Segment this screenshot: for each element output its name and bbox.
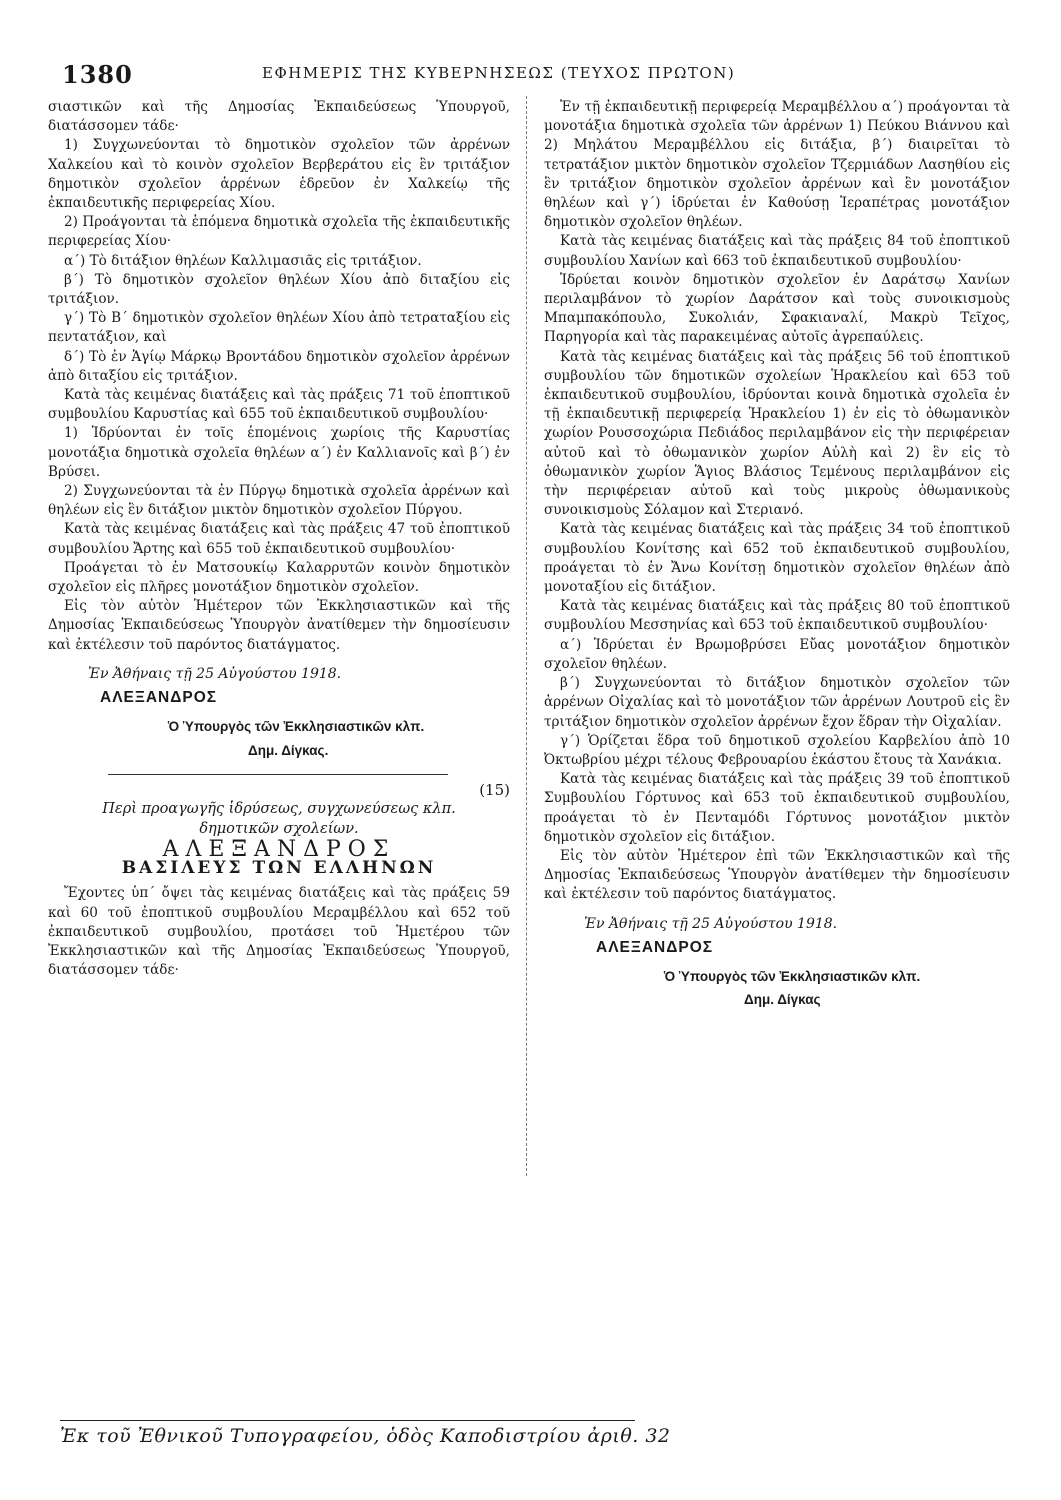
page-number: 1380 [62,60,133,89]
paragraph: α΄) Ἱδρύεται ἐν Βρωμοβρύσει Εὔας μονοτάξιον δημοτικὸν σχολεῖον θηλέων. [544,636,1010,672]
paragraph: Ἐν τῇ ἐκπαιδευτικῇ περιφερείᾳ Μεραμβέλλου α΄) προάγονται τὰ μονοτάξια δημοτικὰ σχολεῖα τῶν ἀρρένων 1) Πεύκου Βιάννου καὶ 2) Μηλάτου Μεραμβέλλου εἰς διτάξια, β΄) διαιρεῖται τὸ τετρατάξιον μικτὸν δημοτικὸν σχολεῖον Τζερμιάδων Λασηθίου εἰς ἓν τριτάξιον δημοτικὸν σχολεῖον ἀρρένων καὶ ἓν μονοτάξιον θηλέων καὶ γ΄) ἱδρύεται ἐν Καθούσῃ Ἱεραπέτρας μονοτάξιον δημοτικὸν σχολεῖον θηλέων. [544,99,1010,231]
paragraph: 1) Συγχωνεύονται τὸ δημοτικὸν σχολεῖον τῶν ἀρρένων Χαλκείου καὶ τὸ κοινὸν σχολεῖον Βερβεράτου εἰς ἓν τριτάξιον δημοτικὸν σχολεῖον ἀρρένων ἑδρεῦον ἐν Χαλκείῳ τῆς ἐκπαιδευτικῆς περιφερείας Χίου. [48,137,510,212]
paragraph: Κατὰ τὰς κειμένας διατάξεις καὶ τὰς πράξεις 71 τοῦ ἐποπτικοῦ συμβουλίου Καρυστίας καὶ 655 τοῦ ἐκπαιδευτικοῦ συμβουλίου· [48,387,510,423]
paragraph: Κατὰ τὰς κειμένας διατάξεις καὶ τὰς πράξεις 47 τοῦ ἐποπτικοῦ συμβουλίου Ἄρτης καὶ 655 τοῦ ἐκπαιδευτικοῦ συμβουλίου· [48,521,510,557]
decree-king-title: ΒΑΣΙΛΕΥΣ ΤΩΝ ΕΛΛΗΝΩΝ [121,858,437,879]
gazette-title: ΕΦΗΜΕΡΙΣ ΤΗΣ ΚΥΒΕΡΝΗΣΕΩΣ (ΤΕΥΧΟΣ ΠΡΩΤΟΝ) [262,64,736,82]
page-header [62,60,962,90]
paragraph: γ΄) Τὸ Β΄ δημοτικὸν σχολεῖον θηλέων Χίου ἀπὸ τετραταξίου εἰς πεντατάξιον, καὶ [48,310,510,346]
paragraph: 2) Συγχωνεύονται τὰ ἐν Πύργῳ δημοτικὰ σχολεῖα ἀρρένων καὶ θηλέων εἰς ἓν διτάξιον μικτὸν δημοτικὸν σχολεῖον Πύργου. [48,483,510,519]
paragraph: 1) Ἱδρύονται ἐν τοῖς ἑπομένοις χωρίοις τῆς Καρυστίας μονοτάξια δημοτικὰ σχολεῖα θηλέων α΄) ἐν Καλλιανοῖς καὶ β΄) ἐν Βρύσει. [48,425,510,480]
paragraph: Κατὰ τὰς κειμένας διατάξεις καὶ τὰς πράξεις 80 τοῦ ἐποπτικοῦ συμβουλίου Μεσσηνίας καὶ 653 τοῦ ἐκπαιδευτικοῦ συμβουλίου· [544,598,1010,634]
minister-name: Δημ. Δίγκας. [248,742,329,758]
paragraph: α΄) Τὸ διτάξιον θηλέων Καλλιμασιᾶς εἰς τριτάξιον. [64,252,422,269]
paragraph: σιαστικῶν καὶ τῆς Δημοσίας Ἐκπαιδεύσεως Ὑπουργοῦ, διατάσσομεν τάδε· [48,99,510,135]
minister-title: Ὁ Ὑπουργὸς τῶν Ἐκκλησιαστικῶν κλπ. [168,719,425,735]
paragraph: Προάγεται τὸ ἐν Ματσουκίῳ Καλαρρυτῶν κοινὸν δημοτικὸν σχολεῖον εἰς πλῆρες μονοτάξιον δημοτικὸν σχολεῖον. [48,559,510,596]
decree-number: (15) [479,780,510,799]
paragraph: Κατὰ τὰς κειμένας διατάξεις καὶ τὰς πράξεις 56 τοῦ ἐποπτικοῦ συμβουλίου τῶν δημοτικῶν σχολείων Ἡρακλείου καὶ 653 τοῦ ἐκπαιδευτικοῦ συμβουλίου, ἱδρύονται κοινὰ δημοτικὰ σχολεῖα ἐν τῇ ἐκπαιδευτικῇ περιφερείᾳ Ἡρακλείου 1) ἐν εἰς τὸ ὀθωμανικὸν χωρίον Ρουσσοχώρια Πεδιάδος περιλαμβάνον εἰς τὴν περιφέρειαν αὐτοῦ καὶ τὸ ὀθωμανικὸν χωρίον Αὐλὴ καὶ 2) ἓν εἰς τὸ ὀθωμανικὸν χωρίον Ἅγιος Βλάσιος Τεμένους περιλαμβάνον εἰς τὴν περιφέρειαν αὐτοῦ καὶ τοὺς μικροὺς ὀθωμανικοὺς συνοικισμοὺς Σόλαμον καὶ Στεριανό. [544,348,1010,519]
paragraph: Κατὰ τὰς κειμένας διατάξεις καὶ τὰς πράξεις 39 τοῦ ἐποπτικοῦ Συμβουλίου Γόρτυνος καὶ 653 τοῦ ἐκπαιδευτικοῦ συμβουλίου, προάγεται τὸ ἐν Πενταμόδι Γόρτυνος μονοτάξιον μικτὸν δημοτικὸν σχολεῖον εἰς διτάξιον. [544,771,1010,845]
paragraph: δ΄) Τὸ ἐν Ἁγίῳ Μάρκῳ Βροντάδου δημοτικὸν σχολεῖον ἀρρένων ἀπὸ διταξίου εἰς τριτάξιον. [48,348,510,384]
paragraph: β΄) Συγχωνεύονται τὸ διτάξιον δημοτικὸν σχολεῖον τῶν ἀρρένων Οἰχαλίας καὶ τὸ μονοτάξιον τῶν ἀρρένων Λουτροῦ εἰς ἓν τριτάξιον δημοτικὸν σχολεῖον ἀρρένων ἔχον ἕδραν τὴν Οἰχαλίαν. [544,675,1010,730]
decree-king: ΑΛΕΞΑΝΔΡΟΣ [162,836,396,862]
decree-title: Περὶ προαγωγῆς ἱδρύσεως, συγχωνεύσεως κλπ. [102,800,456,817]
paragraph: Εἰς τὸν αὐτὸν Ἡμέτερον τῶν Ἐκκλησιαστικῶν καὶ τῆς Δημοσίας Ἐκπαιδεύσεως Ὑπουργὸν ἀνατίθεμεν τὴν δημοσίευσιν καὶ ἐκτέλεσιν τοῦ παρόντος διατάγματος. [48,598,510,653]
decree-preamble: Ἔχοντες ὑπ΄ ὄψει τὰς κειμένας διατάξεις καὶ τὰς πράξεις 59 καὶ 60 τοῦ ἐποπτικοῦ συμβουλίου Μεραμβέλλου καὶ 652 τοῦ ἐκπαιδευτικοῦ συμβουλίου, προτάσει τοῦ Ἡμετέρου τῶν Ἐκκλησιαστικῶν καὶ τῆς Δημοσίας Ἐκπαιδεύσεως Ὑπουργοῦ, διατάσσομεν τάδε· [48,885,510,979]
paragraph: Εἰς τὸν αὐτὸν Ἡμέτερον ἐπὶ τῶν Ἐκκλησιαστικῶν καὶ τῆς Δημοσίας Ἐκπαιδεύσεως Ὑπουργὸν ἀνατίθεμεν τὴν δημοσίευσιν καὶ ἐκτέλεσιν τοῦ παρόντος διατάγματος. [544,847,1010,903]
paragraph: β΄) Τὸ δημοτικὸν σχολεῖον θηλέων Χίου ἀπὸ διταξίου εἰς τριτάξιον. [48,271,510,308]
king-signature: ΑΛΕΞΑΝΔΡΟΣ [100,689,218,707]
paragraph: Κατὰ τὰς κειμένας διατάξεις καὶ τὰς πράξεις 34 τοῦ ἐποπτικοῦ συμβουλίου Κονίτσης καὶ 652 τοῦ ἐκπαιδευτικοῦ συμβουλίου, προάγεται τὸ ἐν Ἄνω Κονίτσῃ δημοτικὸν σχολεῖον θηλέων ἀπὸ μονοταξίου εἰς διτάξιον. [544,521,1010,596]
minister-name: Δημ. Δίγκας [744,992,821,1008]
place-date: Ἐν Ἀθήναις τῇ 25 Αὐγούστου 1918. [584,915,838,932]
footer-rule [60,1420,635,1421]
paragraph: γ΄) Ὁρίζεται ἕδρα τοῦ δημοτικοῦ σχολείου Καρβελίου ἀπὸ 10 Ὀκτωβρίου μέχρι τέλους Φεβρουαρίου ἑκάστου ἔτους τὰ Χανάκια. [544,732,1010,768]
minister-title: Ὁ Ὑπουργὸς τῶν Ἐκκλησιαστικῶν κλπ. [664,968,921,984]
right-column [544,98,1010,1009]
place-date: Ἐν Ἀθήναις τῇ 25 Αὐγούστου 1918. [88,665,342,682]
paragraph: 2) Προάγονται τὰ ἑπόμενα δημοτικὰ σχολεῖα τῆς ἐκπαιδευτικῆς περιφερείας Χίου· [48,214,510,250]
paragraph: Κατὰ τὰς κειμένας διατάξεις καὶ τὰς πράξεις 84 τοῦ ἐποπτικοῦ συμβουλίου Χανίων καὶ 663 τοῦ ἐκπαιδευτικοῦ συμβουλίου· [544,233,1010,269]
printer-imprint: Ἐκ τοῦ Ἐθνικοῦ Τυπογραφείου, ὁδὸς Καποδιστρίου ἀριθ. 32 [60,1425,671,1447]
section-divider [108,774,448,775]
king-signature: ΑΛΕΞΑΝΔΡΟΣ [596,938,714,956]
column-divider [526,96,527,1176]
decree-title-cont: δημοτικῶν σχολείων. [199,820,359,837]
paragraph: Ἱδρύεται κοινὸν δημοτικὸν σχολεῖον ἐν Δαράτσῳ Χανίων περιλαμβάνον τὸ χωρίον Δαράτσον καὶ τοὺς συνοικισμοὺς Μπαμπακόπουλο, Συκολιάν, Σφακιαναλί, Μακρὺ Τεῖχος, Παρηγορία καὶ τὰς παρακειμένας αὐτοῖς ἀγρεπαύλεις. [544,271,1010,346]
left-column [48,98,510,980]
